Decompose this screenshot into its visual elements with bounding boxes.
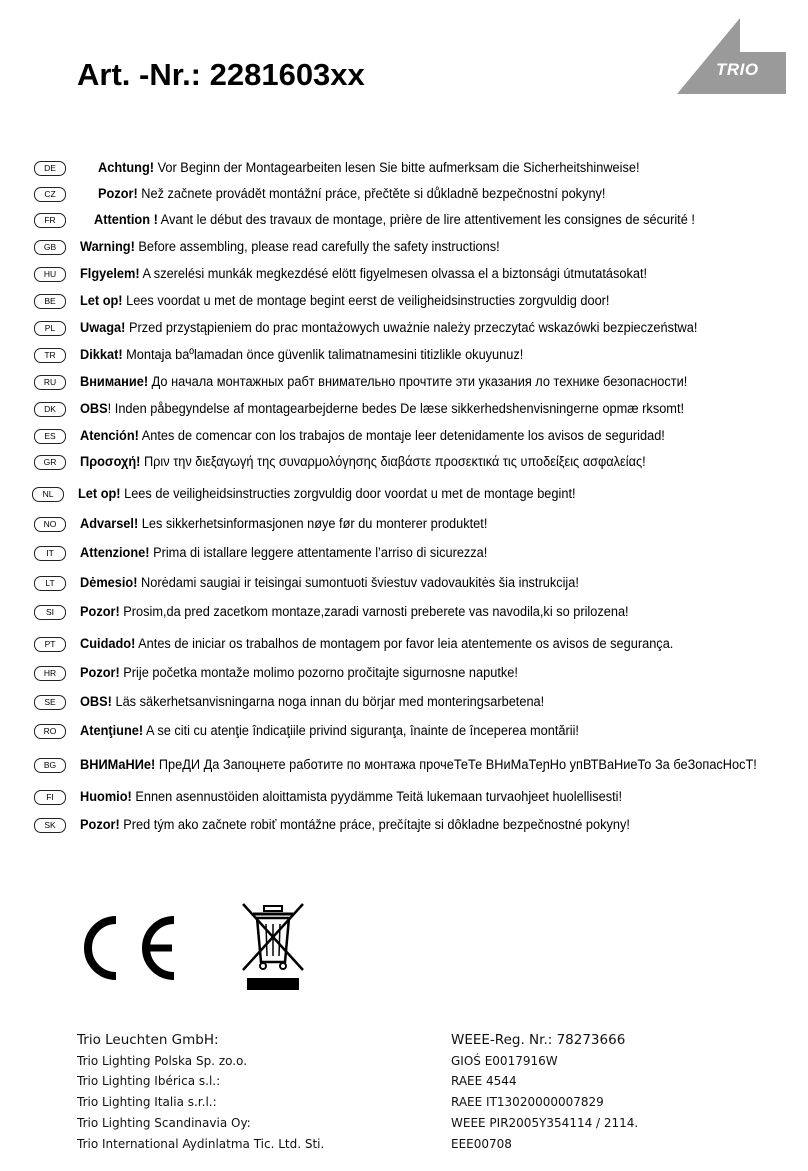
warning-label: Advarsel! xyxy=(80,516,139,532)
warning-message: Norėdami saugiai ir teisingai sumontuoti šviestuv vadovaukitės šia instrukcija! xyxy=(137,575,579,591)
warning-row xyxy=(32,483,631,505)
language-code-badge: CZ xyxy=(34,187,66,202)
warning-text xyxy=(80,665,518,681)
warning-message: ПреДИ Да Запоцнете работите по монтажа прочеТеТе ВНиМаТеɲНо упВТВаНиеТо За беЗопасНосТ! xyxy=(155,757,757,773)
warning-text xyxy=(80,516,487,532)
warning-text xyxy=(80,789,622,805)
warning-label: Pozor! xyxy=(80,604,120,620)
warning-message: ! Inden påbegyndelse af montagearbejderne bedes De læse sikkerhedshenvisningerne opmæ rksomt! xyxy=(107,401,685,417)
warning-text xyxy=(80,347,523,363)
footer-registration-line: RAEE IT13020000007829 xyxy=(451,1095,604,1109)
warning-row xyxy=(34,572,634,594)
warning-text xyxy=(80,401,684,417)
language-code-badge: SI xyxy=(34,605,66,620)
language-code-badge: GB xyxy=(34,240,66,255)
warning-message: Πριν την διεξαγωγή της συναρμολόγησης διαβάστε προσεκτικά τις υποδείξεις ασφαλείας! xyxy=(140,454,646,470)
warning-label: Let op! xyxy=(78,486,121,502)
warning-label: OBS! xyxy=(80,694,112,710)
logo-text: TRIO xyxy=(716,60,759,79)
language-code-badge: TR xyxy=(34,348,66,363)
warning-row xyxy=(34,425,730,447)
warning-row xyxy=(34,691,596,713)
warning-label: Внимание! xyxy=(80,374,149,390)
warning-row xyxy=(34,263,710,285)
warning-label: Let op! xyxy=(80,293,123,309)
language-code-badge: PL xyxy=(34,321,66,336)
warning-row xyxy=(34,633,739,655)
footer-company-line: Trio Leuchten GmbH: xyxy=(77,1032,219,1048)
warning-message: Prosim,da pred zacetkom montaze,zaradi varnosti preberete vas navodila,ki so prilozena! xyxy=(119,604,629,620)
warning-text xyxy=(80,320,697,336)
warning-text xyxy=(80,757,757,773)
footer-company-line: Trio International Aydinlatma Tic. Ltd. Sti. xyxy=(77,1137,325,1151)
warning-message: Prima di istallare leggere attentamente l’arriso di sicurezza! xyxy=(149,545,488,561)
language-code-badge: PT xyxy=(34,637,66,652)
warning-label: OBS xyxy=(80,401,108,417)
warning-label: Warning! xyxy=(80,239,135,255)
warning-label: Atenţiune! xyxy=(80,723,144,739)
warning-text xyxy=(80,545,487,561)
warning-message: Vor Beginn der Montagearbeiten lesen Sie bitte aufmerksam die Sicherheitshinweise! xyxy=(154,160,640,176)
language-code-badge: HR xyxy=(34,666,66,681)
footer-company-line: Trio Lighting Italia s.r.l.: xyxy=(77,1095,217,1109)
warning-label: Achtung! xyxy=(98,160,155,176)
warning-label: Dikkat! xyxy=(80,347,123,363)
footer-registration-line: RAEE 4544 xyxy=(451,1074,517,1088)
footer-registration-line: EEE00708 xyxy=(451,1137,512,1151)
footer-company-line: Trio Lighting Ibérica s.l.: xyxy=(77,1074,221,1088)
warning-row xyxy=(34,157,700,179)
warning-message: Läs säkerhetsanvisningarna noga innan du börjar med monteringsarbetena! xyxy=(111,694,545,710)
language-code-badge: DK xyxy=(34,402,66,417)
language-code-badge: HU xyxy=(34,267,66,282)
warning-row xyxy=(34,542,533,564)
warning-text xyxy=(80,575,579,591)
warning-text xyxy=(98,186,605,202)
warning-message: Lees de veiligheidsinstructies zorgvuldig door voordat u met de montage begint! xyxy=(120,486,576,502)
language-code-badge: SE xyxy=(34,695,66,710)
warning-row xyxy=(34,601,690,623)
warning-text xyxy=(80,636,673,652)
warning-text xyxy=(80,604,629,620)
warning-row xyxy=(34,344,573,366)
language-code-badge: GR xyxy=(34,455,66,470)
warning-row xyxy=(34,662,567,684)
language-code-badge: RU xyxy=(34,375,66,390)
warning-label: Dėmesio! xyxy=(80,575,138,591)
warning-label: Huomio! xyxy=(80,789,132,805)
warning-row xyxy=(34,451,709,473)
warning-text xyxy=(94,212,695,228)
warning-label: Flgyelem! xyxy=(80,266,140,282)
language-code-badge: SK xyxy=(34,818,66,833)
warning-label: Προσοχή! xyxy=(80,454,141,470)
footer-registration-line: WEEE PIR2005Y354114 / 2114. xyxy=(451,1116,639,1130)
crossed-out-bin-icon xyxy=(239,902,307,994)
warning-row xyxy=(34,398,751,420)
warning-text xyxy=(98,160,640,176)
language-code-badge: RO xyxy=(34,724,66,739)
warning-message: Pred tým ako začnete robiť montážne práce, prečítajte si dôkladne bezpečnostné pokyny! xyxy=(119,817,630,833)
warning-label: Atención! xyxy=(80,428,139,444)
warning-message: A szerelési munkák megkezdésé elött figyelmesen olvassa el a biztonsági útmutatásokat! xyxy=(139,266,648,282)
warning-text xyxy=(80,266,647,282)
warning-label: Attention ! xyxy=(94,212,158,228)
warning-text xyxy=(80,817,630,833)
language-code-badge: NO xyxy=(34,517,66,532)
language-code-badge: FI xyxy=(34,790,66,805)
warning-label: Pozor! xyxy=(98,186,138,202)
language-code-badge: DE xyxy=(34,161,66,176)
warning-label: ВНИМаНИе! xyxy=(80,757,156,773)
warning-label: Attenzione! xyxy=(80,545,150,561)
warning-row xyxy=(34,371,755,393)
warning-message: Avant le début des travaux de montage, prière de lire attentivement les consignes de sécurité ! xyxy=(157,212,695,228)
warning-row xyxy=(34,513,533,535)
page-title: Art. -Nr.: 2281603xx xyxy=(77,57,365,92)
warning-row xyxy=(34,814,691,836)
warning-text xyxy=(80,454,646,470)
warning-label: Cuidado! xyxy=(80,636,136,652)
language-code-badge: IT xyxy=(34,546,66,561)
warning-row xyxy=(34,183,662,205)
language-code-badge: BG xyxy=(34,758,66,773)
language-code-badge: NL xyxy=(32,487,64,502)
warning-label: Pozor! xyxy=(80,665,120,681)
warning-message: Antes de comencar con los trabajos de montaje leer detenidamente los avisos de seguridad! xyxy=(138,428,665,444)
warning-text xyxy=(80,723,579,739)
ce-mark-icon xyxy=(76,912,184,984)
warning-text xyxy=(80,293,609,309)
warning-message: До начала монтажных рабт внимательно прочтите эти указания ло технике безопасности! xyxy=(148,374,688,390)
language-code-badge: FR xyxy=(34,213,66,228)
warning-text xyxy=(78,486,576,502)
warning-message: Before assembling, please read carefully the safety instructions! xyxy=(134,239,500,255)
warning-message: Prije početka montaže molimo pozorno pročitajte sigurnosne naputke! xyxy=(119,665,518,681)
warning-message: Les sikkerhetsinformasjonen nøye før du monterer produktet! xyxy=(138,516,488,532)
warning-message: Lees voordat u met de montage begint eerst de veiligheidsinstructies zorgvuldig door! xyxy=(122,293,610,309)
trio-logo-icon xyxy=(674,18,786,96)
language-code-badge: ES xyxy=(34,429,66,444)
warning-message: Antes de iniciar os trabalhos de montagem por favor leia atentemente os avisos de segurança. xyxy=(135,636,674,652)
footer-registration-line: GIOŚ E0017916W xyxy=(451,1054,558,1068)
warning-label: Uwaga! xyxy=(80,320,126,336)
warning-row xyxy=(34,720,634,742)
warning-text xyxy=(80,428,665,444)
warning-row xyxy=(34,209,762,231)
warning-text xyxy=(80,374,687,390)
footer-company-line: Trio Lighting Scandinavia Oy: xyxy=(77,1116,251,1130)
warning-row xyxy=(34,236,546,258)
language-code-badge: BE xyxy=(34,294,66,309)
warning-row xyxy=(34,754,808,776)
footer-registration-line: WEEE-Reg. Nr.: 78273666 xyxy=(451,1032,626,1048)
warning-row xyxy=(34,786,682,808)
warning-row xyxy=(34,290,668,312)
warning-message: Ennen asennustöiden aloittamista pyydämme Teitä lukemaan turvaohjeet huolellisesti! xyxy=(131,789,623,805)
warning-text xyxy=(80,694,544,710)
warning-message: Než začnete provádět montážní práce, přečtěte si důkladně bezpečnostní pokyny! xyxy=(137,186,606,202)
warning-label: Pozor! xyxy=(80,817,120,833)
warning-message: Przed przystąpieniem do prac montażowych uważnie należy przeczytać wskazówki bezpieczeństwa! xyxy=(125,320,698,336)
warning-message: A se citi cu atenţie îndicaţiile privind siguranţa, înainte de începerea montării! xyxy=(143,723,579,739)
language-code-badge: LT xyxy=(34,576,66,591)
footer-company-line: Trio Lighting Polska Sp. zo.o. xyxy=(77,1054,248,1068)
warning-text xyxy=(80,239,500,255)
warning-row xyxy=(34,317,766,339)
warning-message: Montaja baºlamadan önce güvenlik talimatnamesini titizlikle okuyunuz! xyxy=(122,347,524,363)
